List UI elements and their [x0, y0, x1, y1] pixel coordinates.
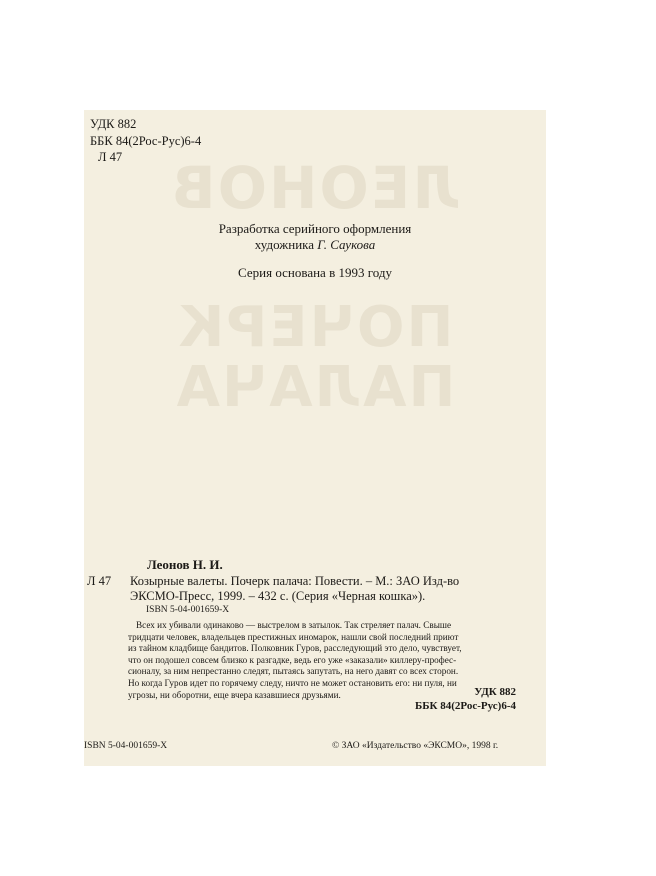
record-isbn: ISBN 5-04-001659-X: [146, 605, 230, 615]
annotation-line: Но когда Гуров идет по горячему следу, ничто не может остановить его: ни пуля, ни: [128, 677, 457, 688]
bib-line-2: ЭКСМО-Пресс, 1999. – 432 с. (Серия «Черная кошка»).: [130, 589, 426, 603]
annotation-line: тридцати человек, владельцев престижных иномарок, нашли свой последний приют: [128, 631, 459, 642]
annotation-line: Всех их убивали одинаково — выстрелом в затылок. Так стреляет палач. Свыше: [136, 620, 452, 630]
bib-line-1: Козырные валеты. Почерк палача: Повести. – М.: ЗАО Изд-во: [130, 574, 460, 588]
artist-prefix: художника: [254, 237, 318, 252]
book-page: [84, 110, 546, 766]
annotation-line: из тайном кладбище бандитов. Полковник Гуров, расследующий это дело, чувствует,: [128, 643, 462, 654]
record-index: Л 47: [87, 574, 112, 588]
bleed-through-author-text: ЛЕОНОВ: [169, 154, 461, 222]
author-index: Л 47: [98, 150, 123, 164]
annotation-line: угрозы, ни оборотни, еще вчера казавшиеся друзьями.: [128, 689, 341, 700]
udk-code: УДК 882: [90, 117, 137, 131]
bleed-through-title-line-2: ПАЛАЧА: [174, 355, 456, 420]
series-note: Серия основана в 1993 году: [238, 265, 392, 280]
annotation-line: сионалу, за ним непрестанно следят, пытаясь запутать, на него давят со всех сторон.: [128, 666, 459, 677]
annotation-line: что он подошел совсем близко к разгадке, ведь его уже «заказали» киллеру-профес-: [128, 654, 457, 665]
copyright-notice: © ЗАО «Издательство «ЭКСМО», 1998 г.: [332, 741, 499, 751]
footer-classification: [415, 685, 516, 713]
bleed-through-title: [84, 295, 546, 420]
footer-udk: УДК 882: [474, 686, 516, 698]
footer-isbn: ISBN 5-04-001659-X: [84, 741, 168, 751]
bibliographic-description: [130, 574, 520, 604]
classification-block: [90, 116, 201, 166]
bbk-code: ББК 84(2Рос-Рус)6-4: [90, 133, 202, 148]
bleed-through-title-line-1: ПОЧЕРК: [176, 295, 454, 360]
design-credit-line: Разработка серийного оформления: [218, 221, 412, 236]
footer-bbk: ББК 84(2Рос-Рус)6-4: [414, 700, 516, 712]
artist-credit-line: [84, 237, 546, 253]
record-author: Леонов Н. И.: [147, 557, 223, 572]
artist-name: Г. Саукова: [317, 237, 376, 252]
